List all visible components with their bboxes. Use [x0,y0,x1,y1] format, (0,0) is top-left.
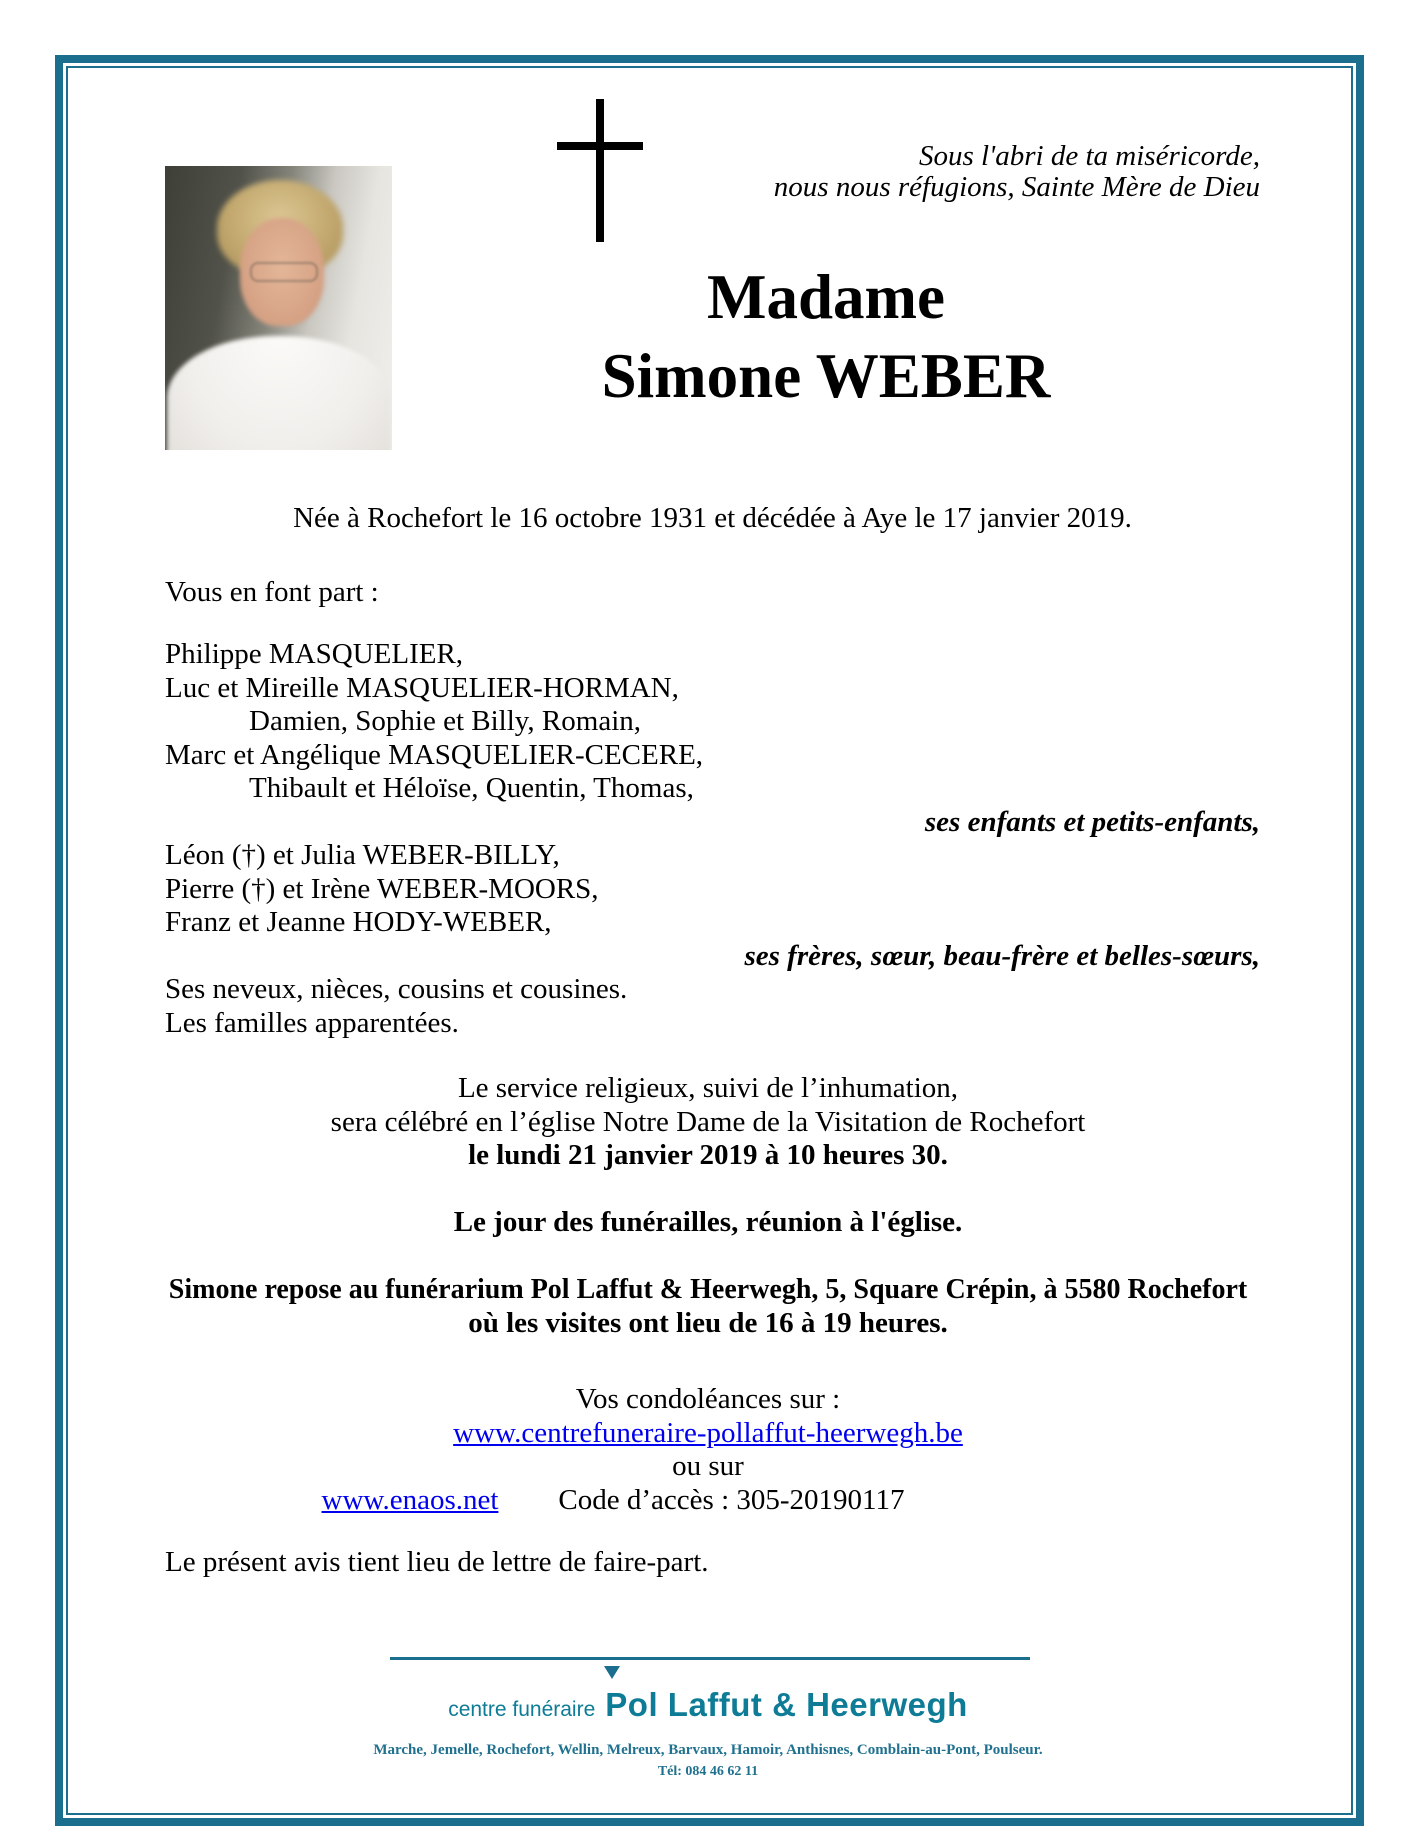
family-line: Pierre (†) et Irène WEBER-MOORS, [165,872,599,905]
notice-line: Le présent avis tient lieu de lettre de faire-part. [165,1546,709,1578]
family-line: Les familles apparentées. [165,1006,459,1039]
service-line-2: sera célébré en l’église Notre Dame de la Visitation de Rochefort [330,1105,1086,1138]
quote-line-2: nous nous réfugions, Sainte Mère de Dieu [773,171,1260,203]
footer-divider-line [390,1657,1030,1660]
footer-locations: Marche, Jemelle, Rochefort, Wellin, Melreux, Barvaux, Hamoir, Anthisnes, Comblain-au-Pont, Poulseur. [373,1742,1043,1758]
service-date-line: le lundi 21 janvier 2019 à 10 heures 30. [468,1139,948,1171]
access-code: Code d’accès : 305-20190117 [558,1483,905,1516]
family-line: Ses neveux, nièces, cousins et cousines. [165,973,628,1005]
family-line: Franz et Jeanne HODY-WEBER, [165,906,552,938]
condolences-link[interactable]: www.centrefuneraire-pollaffut-heerwegh.be [453,1416,963,1449]
condolences-intro: Vos condoléances sur : [575,1383,841,1415]
deceased-name: Simone WEBER [601,341,1051,411]
footer-phone: Tél: 084 46 62 11 [657,1764,759,1779]
cross-icon [596,99,604,242]
family-line: Marc et Angélique MASQUELIER-CECERE, [165,738,704,771]
title-madame: Madame [707,262,945,332]
deceased-title [392,258,1260,416]
reunion-line: Le jour des funérailles, réunion à l'église. [453,1206,963,1238]
portrait-photo [165,166,392,450]
brand-name: Pol Laffut & Heerwegh [605,1686,968,1723]
family-line: Philippe MASQUELIER, [165,638,464,670]
family-line: Luc et Mireille MASQUELIER-HORMAN, [165,671,679,704]
repose-block [60,1273,1356,1340]
intro-line: Vous en font part : [165,576,379,608]
family-lines [165,638,1260,1040]
photo-blouse-shape [167,336,391,450]
family-line: Thibault et Héloïse, Quentin, Thomas, [249,772,694,804]
family-line: Léon (†) et Julia WEBER-BILLY, [165,839,560,871]
triangle-down-icon [604,1666,620,1679]
brand-prefix: centre funéraire [448,1698,596,1721]
or-text: ou sur [672,1450,744,1482]
family-line: ses frères, sœur, beau-frère et belles-sœurs, [744,939,1260,972]
family-line: ses enfants et petits-enfants, [924,805,1260,838]
birth-death-line: Née à Rochefort le 16 octobre 1931 et décédée à Aye le 17 janvier 2019. [293,502,1132,534]
photo-glasses-shape [250,262,318,282]
quote-line-1: Sous l'abri de ta miséricorde, [918,140,1260,172]
repose-line-1: Simone repose au funérarium Pol Laffut & Heerwegh, 5, Square Crépin, à 5580 Rochefort [168,1274,1248,1305]
funeral-home-logo [60,1686,1356,1724]
service-block [60,1072,1356,1173]
condolences-block [60,1383,1356,1517]
service-line-1: Le service religieux, suivi de l’inhumation, [457,1072,959,1104]
religious-quote [620,141,1260,203]
enaos-link[interactable]: www.enaos.net [321,1483,499,1516]
repose-line-2: où les visites ont lieu de 16 à 19 heures. [468,1306,948,1339]
family-line: Damien, Sophie et Billy, Romain, [249,705,641,737]
